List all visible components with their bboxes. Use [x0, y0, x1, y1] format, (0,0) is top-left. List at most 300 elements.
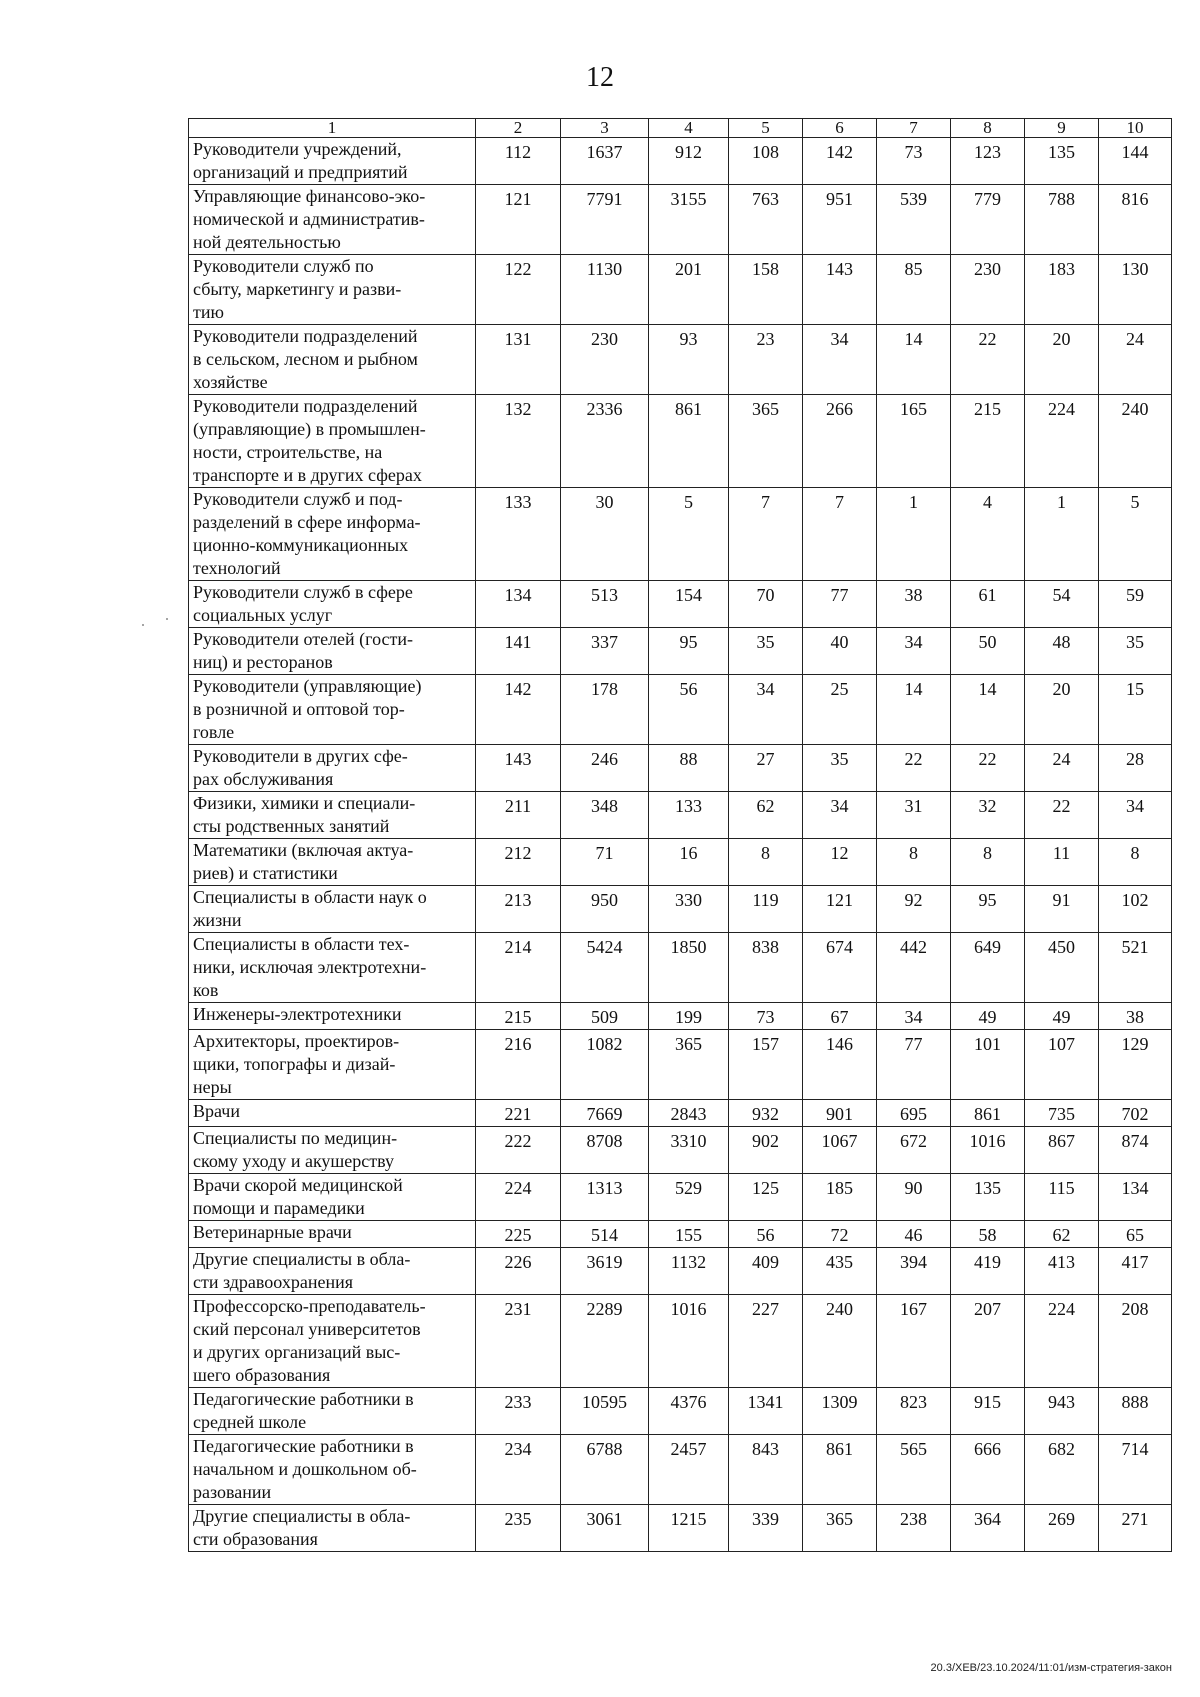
occupation-name-line: номической и административ- — [193, 209, 425, 229]
value-cell: 529 — [649, 1174, 729, 1221]
occupation-code-cell: 133 — [476, 488, 561, 581]
column-header: 9 — [1025, 119, 1099, 138]
table-row — [189, 675, 1172, 745]
table-row — [189, 488, 1172, 581]
occupation-name-line: социальных услуг — [193, 605, 333, 625]
value-cell: 514 — [561, 1221, 649, 1248]
occupation-name-line: разделений в сфере информа- — [193, 512, 421, 532]
occupation-name-cell — [189, 675, 476, 745]
column-header: 3 — [561, 119, 649, 138]
occupation-code-cell: 214 — [476, 933, 561, 1003]
occupation-name-line: в розничной и оптовой тор- — [193, 699, 405, 719]
occupation-code-cell: 142 — [476, 675, 561, 745]
value-cell: 34 — [803, 792, 877, 839]
value-cell: 62 — [729, 792, 803, 839]
value-cell: 71 — [561, 839, 649, 886]
value-cell: 3619 — [561, 1248, 649, 1295]
value-cell: 1637 — [561, 138, 649, 185]
value-cell: 674 — [803, 933, 877, 1003]
value-cell: 7 — [729, 488, 803, 581]
column-header: 6 — [803, 119, 877, 138]
value-cell: 34 — [877, 628, 951, 675]
value-cell: 330 — [649, 886, 729, 933]
table-row — [189, 1100, 1172, 1127]
value-cell: 27 — [729, 745, 803, 792]
margin-mark — [166, 618, 168, 620]
occupation-name-cell — [189, 745, 476, 792]
occupation-name-line: Руководители учреждений, — [193, 139, 402, 159]
value-cell: 565 — [877, 1435, 951, 1505]
value-cell: 224 — [1025, 1295, 1099, 1388]
occupation-code-cell: 132 — [476, 395, 561, 488]
value-cell: 266 — [803, 395, 877, 488]
occupation-name-line: Руководители служб и под- — [193, 489, 403, 509]
column-header: 7 — [877, 119, 951, 138]
value-cell: 3310 — [649, 1127, 729, 1174]
value-cell: 269 — [1025, 1505, 1099, 1552]
occupation-name-line: в сельском, лесном и рыбном — [193, 349, 418, 369]
occupation-code-cell: 122 — [476, 255, 561, 325]
value-cell: 271 — [1099, 1505, 1172, 1552]
value-cell: 95 — [951, 886, 1025, 933]
value-cell: 14 — [877, 675, 951, 745]
value-cell: 35 — [1099, 628, 1172, 675]
value-cell: 843 — [729, 1435, 803, 1505]
value-cell: 1309 — [803, 1388, 877, 1435]
occupation-code-cell: 231 — [476, 1295, 561, 1388]
value-cell: 838 — [729, 933, 803, 1003]
occupation-name-cell — [189, 1100, 476, 1127]
occupation-name-line: скому уходу и акушерству — [193, 1151, 395, 1171]
occupation-name-line: Другие специалисты в обла- — [193, 1506, 411, 1526]
value-cell: 435 — [803, 1248, 877, 1295]
value-cell: 1016 — [951, 1127, 1025, 1174]
value-cell: 31 — [877, 792, 951, 839]
header-row — [189, 119, 1172, 138]
value-cell: 1 — [877, 488, 951, 581]
value-cell: 22 — [951, 325, 1025, 395]
value-cell: 24 — [1025, 745, 1099, 792]
occupation-name-line: шего образования — [193, 1365, 331, 1385]
occupation-name-line: сбыту, маркетингу и разви- — [193, 279, 402, 299]
occupation-name-line: ский персонал университетов — [193, 1319, 421, 1339]
value-cell: 34 — [877, 1003, 951, 1030]
value-cell: 20 — [1025, 325, 1099, 395]
value-cell: 73 — [877, 138, 951, 185]
value-cell: 240 — [1099, 395, 1172, 488]
value-cell: 2336 — [561, 395, 649, 488]
occupation-name-cell — [189, 628, 476, 675]
occupation-name-line: риев) и статистики — [193, 863, 338, 883]
value-cell: 513 — [561, 581, 649, 628]
occupation-code-cell: 233 — [476, 1388, 561, 1435]
value-cell: 450 — [1025, 933, 1099, 1003]
occupation-code-cell: 212 — [476, 839, 561, 886]
value-cell: 6788 — [561, 1435, 649, 1505]
value-cell: 888 — [1099, 1388, 1172, 1435]
occupation-name-cell — [189, 1505, 476, 1552]
value-cell: 240 — [803, 1295, 877, 1388]
value-cell: 348 — [561, 792, 649, 839]
occupation-name-line: транспорте и в других сферах — [193, 465, 422, 485]
value-cell: 38 — [1099, 1003, 1172, 1030]
value-cell: 1082 — [561, 1030, 649, 1100]
value-cell: 125 — [729, 1174, 803, 1221]
value-cell: 185 — [803, 1174, 877, 1221]
value-cell: 816 — [1099, 185, 1172, 255]
value-cell: 35 — [729, 628, 803, 675]
value-cell: 67 — [803, 1003, 877, 1030]
value-cell: 143 — [803, 255, 877, 325]
value-cell: 1016 — [649, 1295, 729, 1388]
value-cell: 14 — [951, 675, 1025, 745]
value-cell: 1341 — [729, 1388, 803, 1435]
column-header: 4 — [649, 119, 729, 138]
document-footer-code: 20.3/ХЕВ/23.10.2024/11:01/изм-стратегия-закон — [930, 1662, 1172, 1674]
value-cell: 1130 — [561, 255, 649, 325]
value-cell: 73 — [729, 1003, 803, 1030]
value-cell: 158 — [729, 255, 803, 325]
occupation-code-cell: 215 — [476, 1003, 561, 1030]
value-cell: 5424 — [561, 933, 649, 1003]
table-row — [189, 792, 1172, 839]
value-cell: 5 — [1099, 488, 1172, 581]
value-cell: 15 — [1099, 675, 1172, 745]
value-cell: 951 — [803, 185, 877, 255]
value-cell: 442 — [877, 933, 951, 1003]
value-cell: 154 — [649, 581, 729, 628]
value-cell: 672 — [877, 1127, 951, 1174]
occupation-name-line: Руководители служб по — [193, 256, 374, 276]
value-cell: 8 — [729, 839, 803, 886]
value-cell: 30 — [561, 488, 649, 581]
occupation-name-line: сты родственных занятий — [193, 816, 390, 836]
value-cell: 4 — [951, 488, 1025, 581]
table-row — [189, 1174, 1172, 1221]
value-cell: 123 — [951, 138, 1025, 185]
value-cell: 1215 — [649, 1505, 729, 1552]
value-cell: 8 — [877, 839, 951, 886]
value-cell: 130 — [1099, 255, 1172, 325]
value-cell: 779 — [951, 185, 1025, 255]
value-cell: 224 — [1025, 395, 1099, 488]
value-cell: 246 — [561, 745, 649, 792]
value-cell: 2289 — [561, 1295, 649, 1388]
occupation-name-line: тию — [193, 302, 224, 322]
value-cell: 135 — [951, 1174, 1025, 1221]
occupation-name-line: средней школе — [193, 1412, 307, 1432]
occupation-name-line: Специалисты в области тех- — [193, 934, 410, 954]
page-number: 12 — [586, 62, 614, 93]
occupation-name-line: Руководители подразделений — [193, 326, 418, 346]
value-cell: 3155 — [649, 185, 729, 255]
table-row — [189, 255, 1172, 325]
occupation-code-cell: 134 — [476, 581, 561, 628]
occupation-name-cell — [189, 839, 476, 886]
table-row — [189, 1127, 1172, 1174]
value-cell: 1 — [1025, 488, 1099, 581]
value-cell: 950 — [561, 886, 649, 933]
value-cell: 394 — [877, 1248, 951, 1295]
value-cell: 2843 — [649, 1100, 729, 1127]
value-cell: 199 — [649, 1003, 729, 1030]
column-header: 1 — [189, 119, 476, 138]
value-cell: 932 — [729, 1100, 803, 1127]
table-row — [189, 1435, 1172, 1505]
table-row — [189, 1003, 1172, 1030]
occupation-name-line: Другие специалисты в обла- — [193, 1249, 411, 1269]
value-cell: 3061 — [561, 1505, 649, 1552]
value-cell: 521 — [1099, 933, 1172, 1003]
value-cell: 50 — [951, 628, 1025, 675]
value-cell: 115 — [1025, 1174, 1099, 1221]
value-cell: 119 — [729, 886, 803, 933]
occupation-name-cell — [189, 185, 476, 255]
value-cell: 867 — [1025, 1127, 1099, 1174]
occupation-name-line: ники, исключая электротехни- — [193, 957, 427, 977]
occupation-name-cell — [189, 792, 476, 839]
value-cell: 861 — [649, 395, 729, 488]
table-row — [189, 1221, 1172, 1248]
value-cell: 38 — [877, 581, 951, 628]
value-cell: 25 — [803, 675, 877, 745]
table-row — [189, 839, 1172, 886]
value-cell: 101 — [951, 1030, 1025, 1100]
value-cell: 155 — [649, 1221, 729, 1248]
value-cell: 77 — [877, 1030, 951, 1100]
value-cell: 4376 — [649, 1388, 729, 1435]
occupation-name-line: Врачи — [193, 1101, 240, 1121]
occupation-name-line: помощи и парамедики — [193, 1198, 365, 1218]
value-cell: 88 — [649, 745, 729, 792]
occupation-name-line: Руководители (управляющие) — [193, 676, 422, 696]
value-cell: 337 — [561, 628, 649, 675]
occupation-name-cell — [189, 395, 476, 488]
occupation-code-cell: 221 — [476, 1100, 561, 1127]
value-cell: 2457 — [649, 1435, 729, 1505]
occupation-name-line: Ветеринарные врачи — [193, 1222, 352, 1242]
occupation-name-cell — [189, 1003, 476, 1030]
occupation-name-line: Профессорско-преподаватель- — [193, 1296, 426, 1316]
occupation-name-line: ности, строительстве, на — [193, 442, 383, 462]
table-row — [189, 138, 1172, 185]
occupation-code-cell: 141 — [476, 628, 561, 675]
value-cell: 46 — [877, 1221, 951, 1248]
value-cell: 20 — [1025, 675, 1099, 745]
value-cell: 121 — [803, 886, 877, 933]
table-body — [189, 138, 1172, 1552]
occupation-name-line: Специалисты в области наук о — [193, 887, 427, 907]
occupation-name-line: Педагогические работники в — [193, 1436, 414, 1456]
value-cell: 915 — [951, 1388, 1025, 1435]
value-cell: 649 — [951, 933, 1025, 1003]
value-cell: 409 — [729, 1248, 803, 1295]
table-row — [189, 1388, 1172, 1435]
value-cell: 61 — [951, 581, 1025, 628]
occupation-table — [188, 118, 1172, 1552]
value-cell: 85 — [877, 255, 951, 325]
value-cell: 34 — [1099, 792, 1172, 839]
value-cell: 417 — [1099, 1248, 1172, 1295]
occupation-name-line: рах обслуживания — [193, 769, 334, 789]
column-header: 8 — [951, 119, 1025, 138]
value-cell: 54 — [1025, 581, 1099, 628]
value-cell: 183 — [1025, 255, 1099, 325]
column-header: 10 — [1099, 119, 1172, 138]
value-cell: 34 — [803, 325, 877, 395]
value-cell: 509 — [561, 1003, 649, 1030]
value-cell: 714 — [1099, 1435, 1172, 1505]
table-row — [189, 1030, 1172, 1100]
value-cell: 861 — [803, 1435, 877, 1505]
occupation-name-line: сти образования — [193, 1529, 318, 1549]
value-cell: 539 — [877, 185, 951, 255]
value-cell: 28 — [1099, 745, 1172, 792]
value-cell: 48 — [1025, 628, 1099, 675]
column-header: 5 — [729, 119, 803, 138]
table-row — [189, 1295, 1172, 1388]
occupation-name-line: начальном и дошкольном об- — [193, 1459, 417, 1479]
occupation-name-cell — [189, 488, 476, 581]
value-cell: 8 — [951, 839, 1025, 886]
value-cell: 695 — [877, 1100, 951, 1127]
occupation-code-cell: 224 — [476, 1174, 561, 1221]
occupation-name-line: Инженеры-электротехники — [193, 1004, 402, 1024]
table-row — [189, 745, 1172, 792]
occupation-name-line: хозяйстве — [193, 372, 268, 392]
value-cell: 227 — [729, 1295, 803, 1388]
value-cell: 144 — [1099, 138, 1172, 185]
value-cell: 49 — [951, 1003, 1025, 1030]
value-cell: 861 — [951, 1100, 1025, 1127]
value-cell: 90 — [877, 1174, 951, 1221]
value-cell: 702 — [1099, 1100, 1172, 1127]
occupation-code-cell: 131 — [476, 325, 561, 395]
value-cell: 365 — [729, 395, 803, 488]
occupation-code-cell: 143 — [476, 745, 561, 792]
occupation-name-cell — [189, 138, 476, 185]
table-row — [189, 933, 1172, 1003]
occupation-code-cell: 235 — [476, 1505, 561, 1552]
value-cell: 413 — [1025, 1248, 1099, 1295]
value-cell: 107 — [1025, 1030, 1099, 1100]
occupation-name-line: ционно-коммуникационных — [193, 535, 409, 555]
occupation-name-line: Врачи скорой медицинской — [193, 1175, 403, 1195]
occupation-name-line: жизни — [193, 910, 242, 930]
occupation-name-line: неры — [193, 1077, 232, 1097]
value-cell: 12 — [803, 839, 877, 886]
value-cell: 24 — [1099, 325, 1172, 395]
occupation-name-cell — [189, 1435, 476, 1505]
value-cell: 32 — [951, 792, 1025, 839]
value-cell: 666 — [951, 1435, 1025, 1505]
value-cell: 1132 — [649, 1248, 729, 1295]
value-cell: 22 — [1025, 792, 1099, 839]
occupation-name-cell — [189, 255, 476, 325]
occupation-code-cell: 213 — [476, 886, 561, 933]
occupation-name-cell — [189, 1174, 476, 1221]
value-cell: 77 — [803, 581, 877, 628]
value-cell: 59 — [1099, 581, 1172, 628]
value-cell: 14 — [877, 325, 951, 395]
table-row — [189, 1505, 1172, 1552]
table-row — [189, 325, 1172, 395]
value-cell: 230 — [561, 325, 649, 395]
value-cell: 1313 — [561, 1174, 649, 1221]
occupation-name-line: Руководители служб в сфере — [193, 582, 413, 602]
table-row — [189, 395, 1172, 488]
value-cell: 35 — [803, 745, 877, 792]
value-cell: 874 — [1099, 1127, 1172, 1174]
value-cell: 23 — [729, 325, 803, 395]
occupation-name-line: Руководители в других сфе- — [193, 746, 408, 766]
occupation-name-line: (управляющие) в промышлен- — [193, 419, 426, 439]
table-row — [189, 185, 1172, 255]
occupation-name-line: Математики (включая актуа- — [193, 840, 414, 860]
value-cell: 912 — [649, 138, 729, 185]
value-cell: 8708 — [561, 1127, 649, 1174]
occupation-name-cell — [189, 1295, 476, 1388]
occupation-code-cell: 222 — [476, 1127, 561, 1174]
occupation-name-line: Специалисты по медицин- — [193, 1128, 398, 1148]
occupation-name-cell — [189, 1127, 476, 1174]
value-cell: 902 — [729, 1127, 803, 1174]
occupation-name-cell — [189, 1388, 476, 1435]
value-cell: 11 — [1025, 839, 1099, 886]
occupation-name-cell — [189, 325, 476, 395]
value-cell: 91 — [1025, 886, 1099, 933]
occupation-name-line: организаций и предприятий — [193, 162, 408, 182]
margin-mark — [142, 624, 144, 626]
value-cell: 92 — [877, 886, 951, 933]
value-cell: 735 — [1025, 1100, 1099, 1127]
occupation-name-line: щики, топографы и дизай- — [193, 1054, 396, 1074]
value-cell: 1850 — [649, 933, 729, 1003]
value-cell: 40 — [803, 628, 877, 675]
value-cell: 65 — [1099, 1221, 1172, 1248]
occupation-name-line: ниц) и ресторанов — [193, 652, 333, 672]
occupation-name-line: ков — [193, 980, 219, 1000]
table-row — [189, 886, 1172, 933]
value-cell: 1067 — [803, 1127, 877, 1174]
value-cell: 157 — [729, 1030, 803, 1100]
value-cell: 108 — [729, 138, 803, 185]
value-cell: 238 — [877, 1505, 951, 1552]
value-cell: 95 — [649, 628, 729, 675]
occupation-code-cell: 121 — [476, 185, 561, 255]
value-cell: 201 — [649, 255, 729, 325]
table-row — [189, 581, 1172, 628]
occupation-name-line: Руководители подразделений — [193, 396, 418, 416]
value-cell: 70 — [729, 581, 803, 628]
occupation-code-cell: 112 — [476, 138, 561, 185]
value-cell: 823 — [877, 1388, 951, 1435]
value-cell: 165 — [877, 395, 951, 488]
value-cell: 135 — [1025, 138, 1099, 185]
occupation-name-line: Педагогические работники в — [193, 1389, 414, 1409]
occupation-name-line: Управляющие финансово-эко- — [193, 186, 426, 206]
occupation-name-cell — [189, 1030, 476, 1100]
value-cell: 901 — [803, 1100, 877, 1127]
value-cell: 16 — [649, 839, 729, 886]
column-header: 2 — [476, 119, 561, 138]
value-cell: 62 — [1025, 1221, 1099, 1248]
value-cell: 22 — [951, 745, 1025, 792]
value-cell: 7 — [803, 488, 877, 581]
value-cell: 146 — [803, 1030, 877, 1100]
value-cell: 34 — [729, 675, 803, 745]
value-cell: 72 — [803, 1221, 877, 1248]
